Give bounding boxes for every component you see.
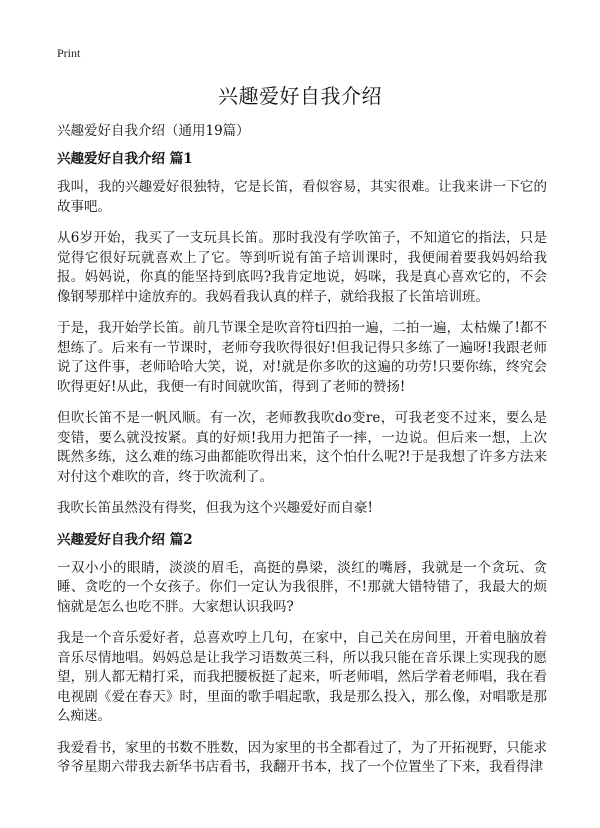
paragraph: 但吹长笛不是一帆风顺。有一次，老师教我吹do变re，可我老变不过来，要么是变错，要么就没按紧。真的好烦!我用力把笛子一摔，一边说。但后来一想，上次既然多练，这么难的练习曲都能吹得出来，这个怕什么呢?!于是我想了许多方法来对付这个难吹的音，终于吹流利了。: [57, 410, 547, 485]
section-2: [57, 531, 547, 778]
paragraph: 我吹长笛虽然没有得奖，但我为这个兴趣爱好而自豪!: [57, 500, 373, 516]
paragraph: 一双小小的眼睛，淡淡的眉毛，高挺的鼻梁，淡红的嘴唇，我就是一个贪玩、贪睡、贪吃的一个女孩子。你们一定认为我很胖，不!那就大错特错了，我最大的烦恼就是怎么也吃不胖。大家想认识我吗?: [57, 559, 547, 615]
paragraph: 我叫，我的兴趣爱好很独特，它是长笛，看似容易，其实很难。让我来讲一下它的故事吧。: [57, 179, 547, 215]
document-title: 兴趣爱好自我介绍: [218, 84, 382, 108]
paragraph: 从6岁开始，我买了一支玩具长笛。那时我没有学吹笛子，不知道它的指法，只是觉得它很好玩就喜欢上了它。等到听说有笛子培训课时，我便闹着要我妈妈给我报。妈妈说，你真的能坚持到底吗?我肯定地说，妈咪，我是真心喜欢它的，不会像钢琴那样中途放弃的。我妈看我认真的样子，就给我报了长笛培训班。: [57, 230, 547, 305]
section-heading: 兴趣爱好自我介绍 篇1: [57, 151, 193, 167]
print-label: Print: [57, 46, 81, 60]
document-subtitle: 兴趣爱好自我介绍（通用19篇）: [57, 123, 250, 139]
document-body: [57, 122, 547, 790]
section-1: [57, 150, 547, 519]
section-heading: 兴趣爱好自我介绍 篇2: [57, 531, 193, 548]
paragraph: 我是一个音乐爱好者，总喜欢哼上几句，在家中，自己关在房间里，开着电脑放着音乐尽情地唱。妈妈总是让我学习语数英三科，所以我只能在音乐课上实现我的愿望，别人都无精打采，而我把腰板挺了起来，听老师唱，然后学着老师唱，我在看电视剧《爱在春天》时，里面的歌手唱起歌，我是那么投入，那么像，对唱歌是那么痴迷。: [57, 630, 547, 724]
paragraph: 我爱看书，家里的书数不胜数，因为家里的书全都看过了，为了开拓视野，只能求爷爷星期六带我去新华书店看书，我翻开书本，找了一个位置坐了下来，我看得津: [57, 739, 547, 775]
paragraph: 于是，我开始学长笛。前几节课全是吹音符ti四拍一遍，二拍一遍，太枯燥了!都不想练了。后来有一节课时，老师夸我吹得很好!但我记得只多练了一遍呀!我跟老师说了这件事，老师哈哈大笑，说，对!就是你多吹的这遍的功劳!只要你练，终究会吹得更好!从此，我便一有时间就吹笛，得到了老师的赞扬!: [57, 320, 547, 395]
